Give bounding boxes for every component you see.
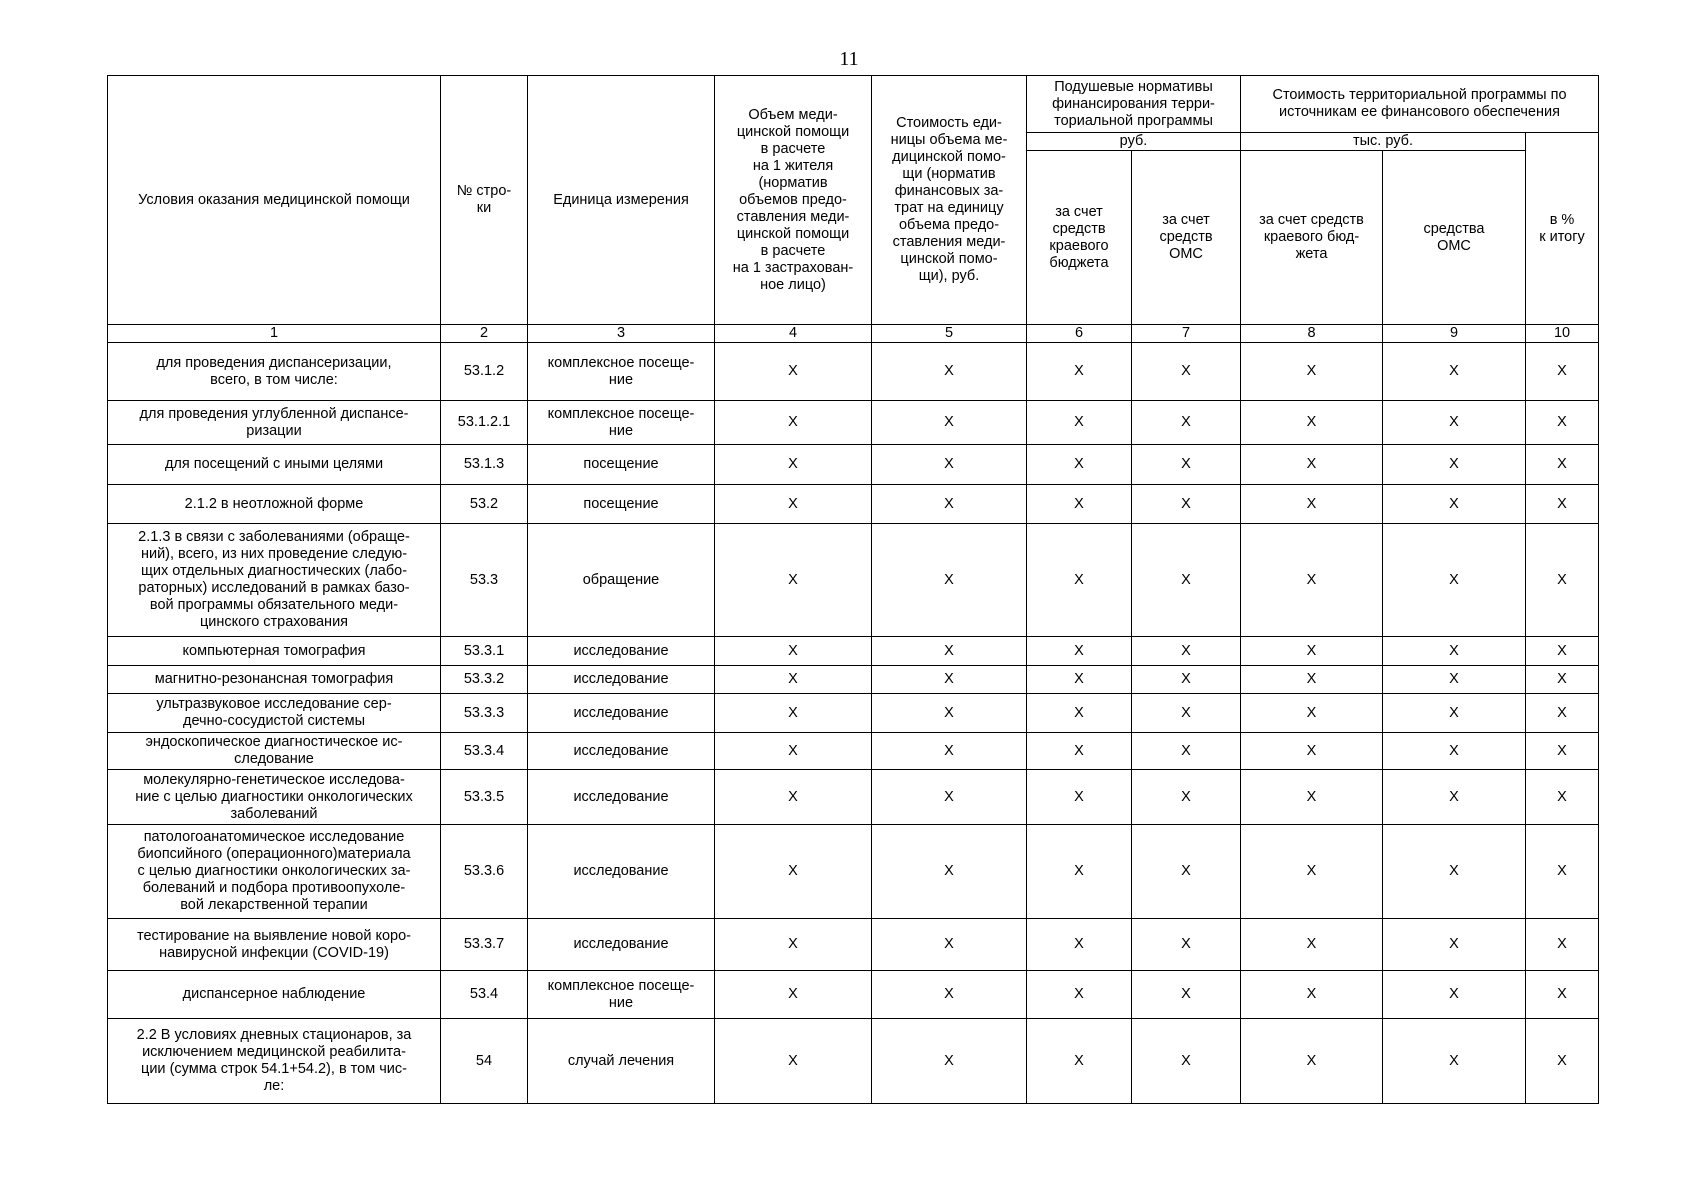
line-number-cell: 53.4 [441, 971, 528, 1019]
value-cell: X [1027, 445, 1132, 485]
value-cell: X [872, 524, 1027, 637]
column-number-cell: 7 [1132, 325, 1241, 343]
value-cell: X [1241, 666, 1383, 694]
value-cell: X [1526, 445, 1599, 485]
table-row [108, 343, 1599, 401]
value-cell: X [1241, 524, 1383, 637]
condition-cell: тестирование на выявление новой коро- навирусной инфекции (COVID-19) [108, 919, 441, 971]
value-cell: X [1241, 825, 1383, 919]
value-cell: X [1241, 343, 1383, 401]
unit-cell: посещение [528, 485, 715, 524]
value-cell: X [715, 637, 872, 666]
header-per-capita-oms: за счет средств ОМС [1132, 151, 1241, 325]
condition-cell: для проведения углубленной диспансе- ризации [108, 401, 441, 445]
value-cell: X [1027, 485, 1132, 524]
table-row [108, 666, 1599, 694]
value-cell: X [715, 971, 872, 1019]
condition-cell: для посещений с иными целями [108, 445, 441, 485]
value-cell: X [1383, 770, 1526, 825]
table-row [108, 524, 1599, 637]
value-cell: X [1132, 524, 1241, 637]
value-cell: X [1383, 445, 1526, 485]
table-row [108, 971, 1599, 1019]
value-cell: X [715, 770, 872, 825]
value-cell: X [1027, 666, 1132, 694]
condition-cell: 2.2 В условиях дневных стационаров, за исключением медицинской реабилита- ции (сумма строк 54.1+54.2), в том чис- ле: [108, 1019, 441, 1104]
value-cell: X [1132, 343, 1241, 401]
value-cell: X [1132, 445, 1241, 485]
value-cell: X [715, 825, 872, 919]
column-number-cell: 8 [1241, 325, 1383, 343]
value-cell: X [715, 445, 872, 485]
value-cell: X [1241, 694, 1383, 733]
value-cell: X [715, 524, 872, 637]
line-number-cell: 53.3 [441, 524, 528, 637]
value-cell: X [1383, 343, 1526, 401]
line-number-cell: 53.1.2.1 [441, 401, 528, 445]
table-row [108, 445, 1599, 485]
table-row [108, 919, 1599, 971]
value-cell: X [1526, 637, 1599, 666]
value-cell: X [1027, 343, 1132, 401]
value-cell: X [1526, 919, 1599, 971]
table-row [108, 637, 1599, 666]
unit-cell: исследование [528, 666, 715, 694]
value-cell: X [872, 694, 1027, 733]
value-cell: X [872, 666, 1027, 694]
line-number-cell: 53.2 [441, 485, 528, 524]
value-cell: X [1027, 524, 1132, 637]
table-row [108, 401, 1599, 445]
value-cell: X [715, 343, 872, 401]
value-cell: X [1383, 694, 1526, 733]
value-cell: X [872, 733, 1027, 770]
value-cell: X [715, 666, 872, 694]
header-line-number: № стро- ки [441, 76, 528, 325]
value-cell: X [1526, 971, 1599, 1019]
value-cell: X [1132, 733, 1241, 770]
value-cell: X [1132, 971, 1241, 1019]
value-cell: X [1526, 401, 1599, 445]
unit-cell: комплексное посеще- ние [528, 343, 715, 401]
value-cell: X [872, 971, 1027, 1019]
column-number-cell: 4 [715, 325, 872, 343]
column-number-cell: 2 [441, 325, 528, 343]
value-cell: X [1132, 666, 1241, 694]
value-cell: X [1132, 825, 1241, 919]
value-cell: X [1526, 1019, 1599, 1104]
unit-cell: комплексное посеще- ние [528, 971, 715, 1019]
column-number-cell: 6 [1027, 325, 1132, 343]
unit-cell: случай лечения [528, 1019, 715, 1104]
header-row-1 [108, 76, 1599, 133]
condition-cell: патологоанатомическое исследование биопсийного (операционного)материала с целью диагностики онкологических за- болеваний и подбора противоопухоле- вой лекарственной терапии [108, 825, 441, 919]
unit-cell: исследование [528, 825, 715, 919]
value-cell: X [1241, 445, 1383, 485]
territorial-program-table [107, 75, 1599, 1104]
value-cell: X [715, 919, 872, 971]
condition-cell: 2.1.2 в неотложной форме [108, 485, 441, 524]
value-cell: X [1132, 770, 1241, 825]
column-number-cell: 10 [1526, 325, 1599, 343]
condition-cell: компьютерная томография [108, 637, 441, 666]
value-cell: X [1526, 770, 1599, 825]
value-cell: X [1027, 1019, 1132, 1104]
header-percent-of-total: в % к итогу [1526, 133, 1599, 325]
value-cell: X [872, 919, 1027, 971]
unit-cell: исследование [528, 770, 715, 825]
header-unit-cost: Стоимость еди- ницы объема ме- дицинской помо- щи (норматив финансовых за- трат на единицу объема предо- ставления меди- цинской помо- щи), руб. [872, 76, 1027, 325]
condition-cell: молекулярно-генетическое исследова- ние с целью диагностики онкологических заболеваний [108, 770, 441, 825]
value-cell: X [1383, 1019, 1526, 1104]
value-cell: X [1027, 401, 1132, 445]
value-cell: X [1132, 1019, 1241, 1104]
line-number-cell: 53.3.5 [441, 770, 528, 825]
unit-cell: исследование [528, 694, 715, 733]
table-row [108, 485, 1599, 524]
value-cell: X [1027, 733, 1132, 770]
header-per-capita-standards: Подушевые нормативы финансирования терри- ториальной программы [1027, 76, 1241, 133]
condition-cell: магнитно-резонансная томография [108, 666, 441, 694]
line-number-cell: 53.3.6 [441, 825, 528, 919]
value-cell: X [1027, 825, 1132, 919]
unit-cell: исследование [528, 919, 715, 971]
header-cost-oms: средства ОМС [1383, 151, 1526, 325]
line-number-cell: 53.3.1 [441, 637, 528, 666]
condition-cell: 2.1.3 в связи с заболеваниями (обраще- ний), всего, из них проведение следую- щих отдельных диагностических (лабо- раторных) исследований в рамках базо- вой программы обязательного меди- цинского страхования [108, 524, 441, 637]
value-cell: X [1526, 524, 1599, 637]
header-cost-regional-budget: за счет средств краевого бюд- жета [1241, 151, 1383, 325]
value-cell: X [1383, 825, 1526, 919]
line-number-cell: 54 [441, 1019, 528, 1104]
header-volume-per-resident: Объем меди- цинской помощи в расчете на 1 жителя (норматив объемов предо- ставления меди- цинской помощи в расчете на 1 застрахован- ное лицо) [715, 76, 872, 325]
value-cell: X [1241, 401, 1383, 445]
header-conditions: Условия оказания медицинской помощи [108, 76, 441, 325]
table-row [108, 733, 1599, 770]
column-number-row [108, 325, 1599, 343]
value-cell: X [1027, 694, 1132, 733]
condition-cell: ультразвуковое исследование сер- дечно-сосудистой системы [108, 694, 441, 733]
unit-cell: обращение [528, 524, 715, 637]
value-cell: X [1132, 485, 1241, 524]
value-cell: X [1241, 1019, 1383, 1104]
value-cell: X [1132, 637, 1241, 666]
value-cell: X [1526, 733, 1599, 770]
unit-cell: комплексное посеще- ние [528, 401, 715, 445]
value-cell: X [1027, 971, 1132, 1019]
line-number-cell: 53.3.2 [441, 666, 528, 694]
value-cell: X [1132, 919, 1241, 971]
value-cell: X [1383, 733, 1526, 770]
value-cell: X [1526, 485, 1599, 524]
condition-cell: эндоскопическое диагностическое ис- следование [108, 733, 441, 770]
header-unit: Единица измерения [528, 76, 715, 325]
value-cell: X [1526, 666, 1599, 694]
value-cell: X [715, 733, 872, 770]
value-cell: X [872, 825, 1027, 919]
value-cell: X [872, 401, 1027, 445]
value-cell: X [872, 770, 1027, 825]
value-cell: X [715, 694, 872, 733]
unit-cell: исследование [528, 733, 715, 770]
value-cell: X [1383, 971, 1526, 1019]
value-cell: X [872, 343, 1027, 401]
condition-cell: диспансерное наблюдение [108, 971, 441, 1019]
column-number-cell: 3 [528, 325, 715, 343]
value-cell: X [1027, 637, 1132, 666]
value-cell: X [1383, 637, 1526, 666]
column-number-cell: 5 [872, 325, 1027, 343]
value-cell: X [1526, 343, 1599, 401]
value-cell: X [1383, 485, 1526, 524]
value-cell: X [1241, 770, 1383, 825]
value-cell: X [1241, 971, 1383, 1019]
value-cell: X [1241, 485, 1383, 524]
value-cell: X [1241, 919, 1383, 971]
column-number-cell: 1 [108, 325, 441, 343]
line-number-cell: 53.3.4 [441, 733, 528, 770]
line-number-cell: 53.3.3 [441, 694, 528, 733]
value-cell: X [715, 485, 872, 524]
value-cell: X [1027, 919, 1132, 971]
value-cell: X [1383, 401, 1526, 445]
value-cell: X [715, 1019, 872, 1104]
line-number-cell: 53.1.2 [441, 343, 528, 401]
line-number-cell: 53.1.3 [441, 445, 528, 485]
value-cell: X [1526, 825, 1599, 919]
column-number-cell: 9 [1383, 325, 1526, 343]
value-cell: X [872, 637, 1027, 666]
header-unit-thousand-rub: тыс. руб. [1241, 133, 1526, 151]
line-number-cell: 53.3.7 [441, 919, 528, 971]
value-cell: X [1526, 694, 1599, 733]
value-cell: X [1241, 733, 1383, 770]
condition-cell: для проведения диспансеризации, всего, в том числе: [108, 343, 441, 401]
table-row [108, 825, 1599, 919]
value-cell: X [1383, 919, 1526, 971]
value-cell: X [1027, 770, 1132, 825]
value-cell: X [872, 1019, 1027, 1104]
table-row [108, 1019, 1599, 1104]
table-row [108, 694, 1599, 733]
value-cell: X [872, 445, 1027, 485]
value-cell: X [715, 401, 872, 445]
unit-cell: посещение [528, 445, 715, 485]
value-cell: X [1241, 637, 1383, 666]
unit-cell: исследование [528, 637, 715, 666]
header-per-capita-regional-budget: за счет средств краевого бюджета [1027, 151, 1132, 325]
page-number: 11 [839, 48, 859, 70]
value-cell: X [1132, 401, 1241, 445]
value-cell: X [1383, 666, 1526, 694]
value-cell: X [1132, 694, 1241, 733]
header-unit-rub: руб. [1027, 133, 1241, 151]
table-row [108, 770, 1599, 825]
value-cell: X [872, 485, 1027, 524]
header-program-cost: Стоимость территориальной программы по источникам ее финансового обеспечения [1241, 76, 1599, 133]
value-cell: X [1383, 524, 1526, 637]
